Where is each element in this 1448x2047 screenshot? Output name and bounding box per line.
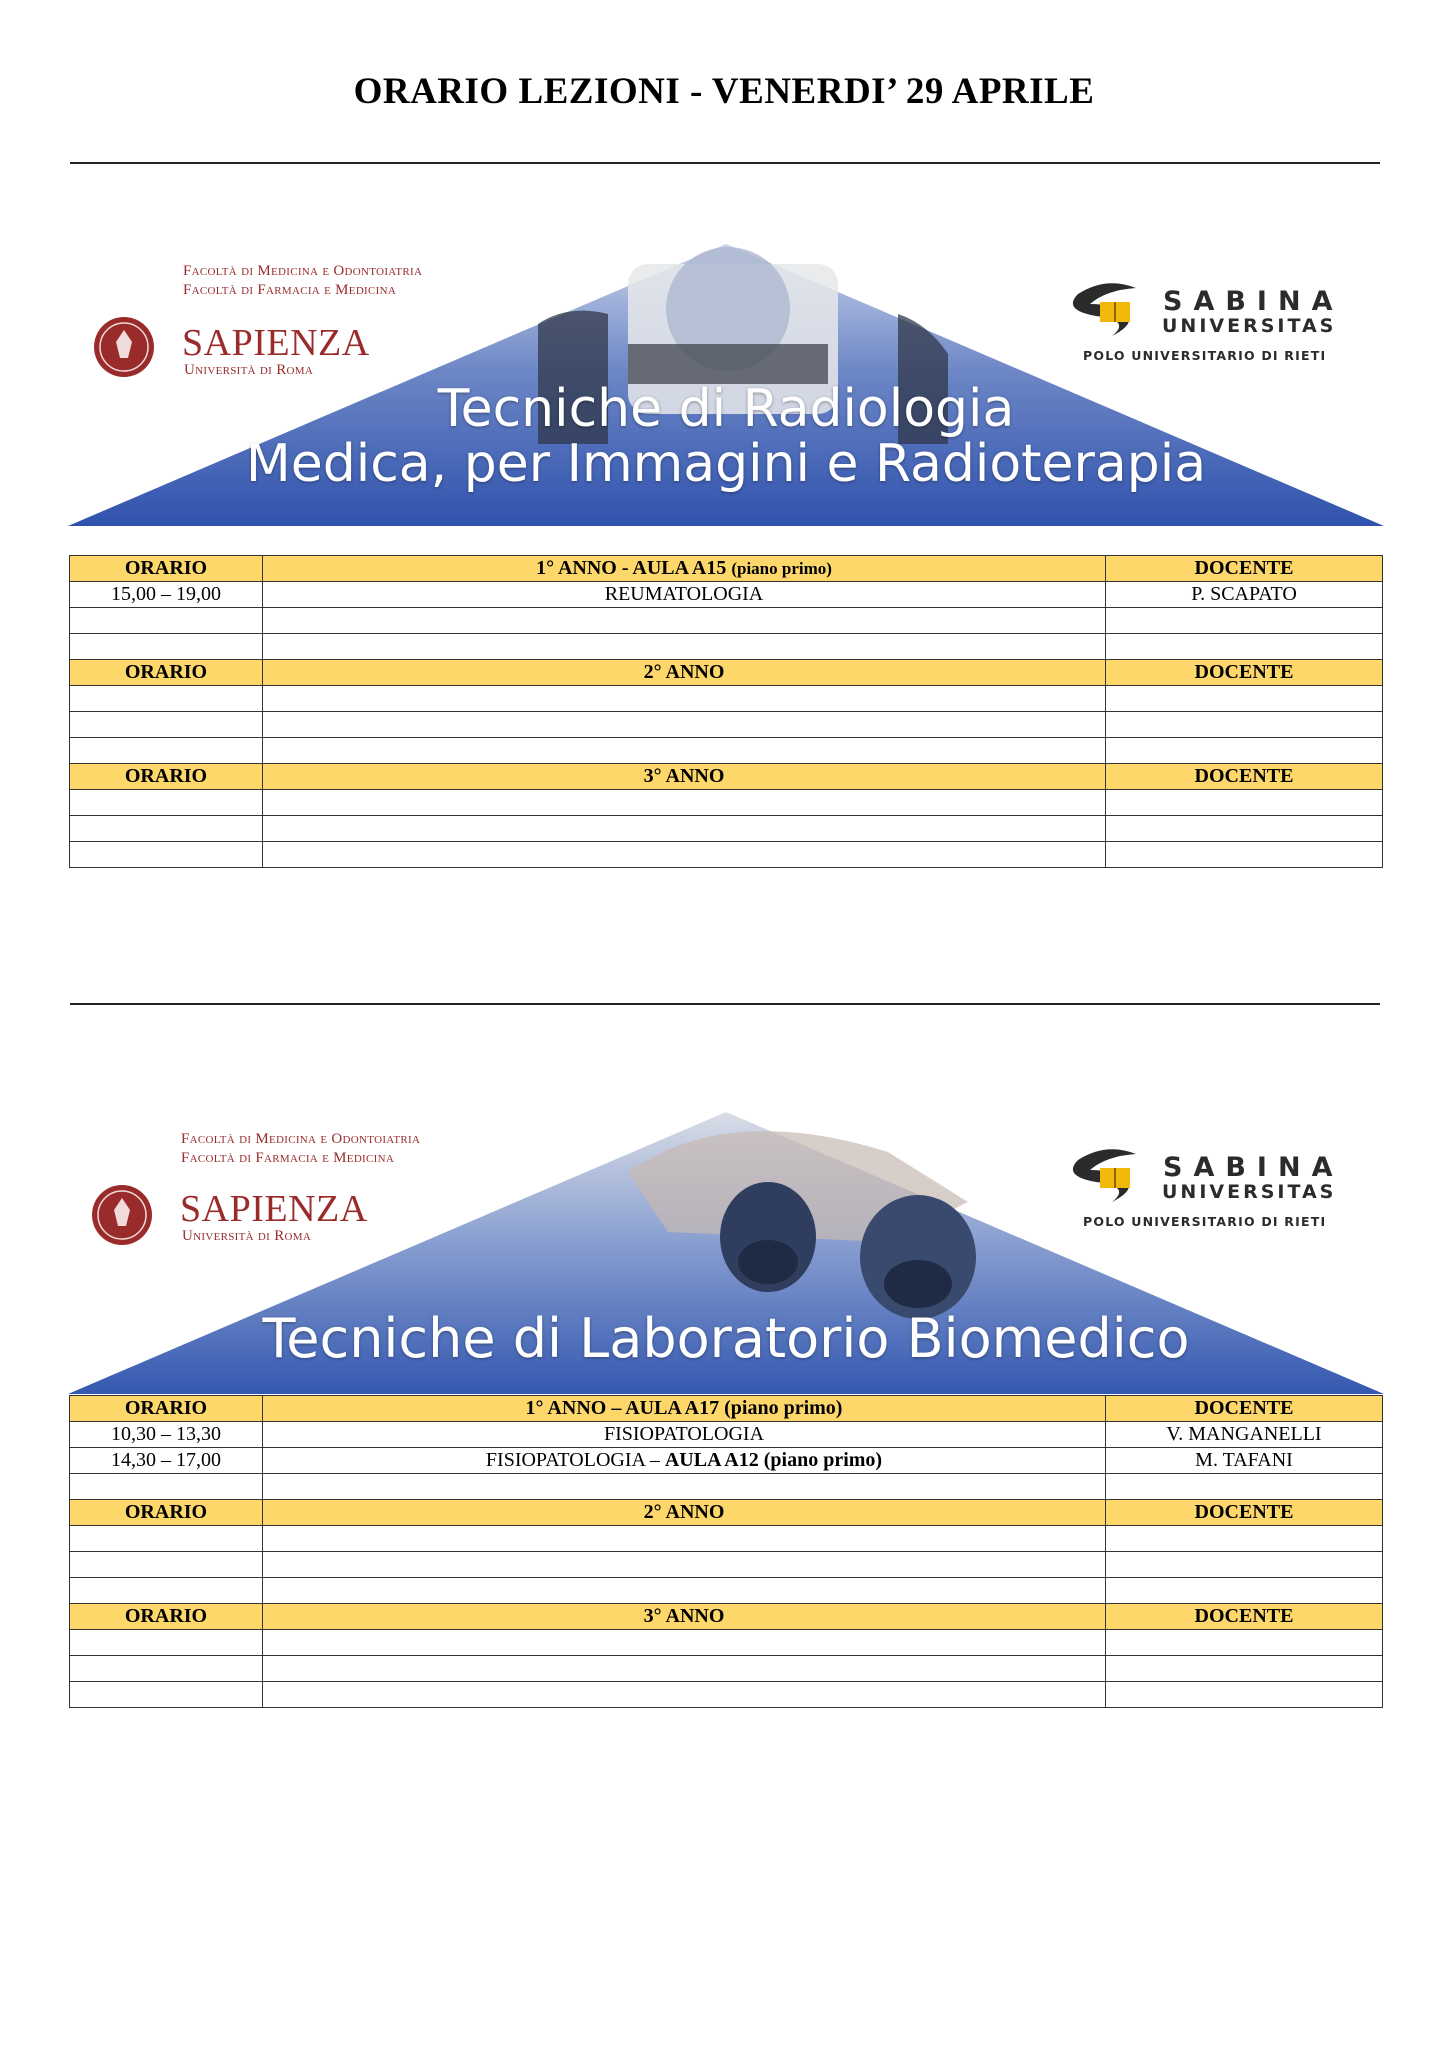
cell-docente xyxy=(1106,1682,1383,1708)
header-orario: ORARIO xyxy=(70,1396,263,1422)
schedule-table-radiologia xyxy=(69,555,1383,868)
table-row xyxy=(70,1422,1383,1448)
table-row xyxy=(70,1474,1383,1500)
cell-insegnamento xyxy=(263,1526,1106,1552)
banner-course-title-line1: Tecniche di Laboratorio Biomedico xyxy=(262,1307,1190,1370)
cell-docente: P. SCAPATO xyxy=(1106,582,1383,608)
cell-orario xyxy=(70,608,263,634)
cell-orario xyxy=(70,1656,263,1682)
cell-docente xyxy=(1106,1578,1383,1604)
sapienza-seal-icon xyxy=(90,1176,154,1254)
sabina-polo: POLO UNIVERSITARIO DI RIETI xyxy=(1083,1214,1327,1229)
cell-orario xyxy=(70,816,263,842)
table-row xyxy=(70,634,1383,660)
sapienza-name: SAPIENZA xyxy=(180,1188,368,1230)
page-title: ORARIO LEZIONI - VENERDI’ 29 APRILE xyxy=(353,71,1095,112)
cell-orario xyxy=(70,712,263,738)
cell-orario: 14,30 – 17,00 xyxy=(70,1448,263,1474)
header-anno: 1° ANNO - AULA A15 (piano primo) xyxy=(263,556,1106,582)
table-header-row xyxy=(70,1500,1383,1526)
cell-insegnamento xyxy=(263,712,1106,738)
cell-docente xyxy=(1106,634,1383,660)
cell-orario xyxy=(70,1526,263,1552)
cell-insegnamento xyxy=(263,816,1106,842)
cell-insegnamento xyxy=(263,1682,1106,1708)
cell-insegnamento xyxy=(263,790,1106,816)
table-row xyxy=(70,790,1383,816)
cell-docente xyxy=(1106,1630,1383,1656)
table-row xyxy=(70,1682,1383,1708)
cell-orario xyxy=(70,790,263,816)
table-row xyxy=(70,1630,1383,1656)
table-row xyxy=(70,738,1383,764)
header-orario: ORARIO xyxy=(70,660,263,686)
cell-docente: V. MANGANELLI xyxy=(1106,1422,1383,1448)
header-anno: 1° ANNO – AULA A17 (piano primo) xyxy=(263,1396,1106,1422)
cell-orario xyxy=(70,738,263,764)
banner-radiologia xyxy=(68,244,1384,526)
header-docente: DOCENTE xyxy=(1106,1500,1383,1526)
sapienza-subtitle: Università di Roma xyxy=(184,362,314,378)
sabina-book-icon xyxy=(1066,1146,1156,1206)
cell-orario xyxy=(70,634,263,660)
header-orario: ORARIO xyxy=(70,556,263,582)
table-row xyxy=(70,1526,1383,1552)
divider-top xyxy=(70,162,1380,164)
header-docente: DOCENTE xyxy=(1106,1604,1383,1630)
sapienza-seal-icon xyxy=(92,308,156,386)
header-anno: 3° ANNO xyxy=(263,764,1106,790)
cell-insegnamento xyxy=(263,1552,1106,1578)
table-header-row xyxy=(70,556,1383,582)
cell-docente xyxy=(1106,842,1383,868)
sabina-universitas: UNIVERSITAS xyxy=(1162,1181,1337,1203)
divider-middle xyxy=(70,1003,1380,1005)
sabina-polo: POLO UNIVERSITARIO DI RIETI xyxy=(1083,348,1327,363)
faculty-lines: Facoltà di Medicina e Odontoiatria Facoltà di Farmacia e Medicina xyxy=(183,263,423,298)
cell-orario xyxy=(70,1474,263,1500)
cell-insegnamento xyxy=(263,1656,1106,1682)
header-anno: 3° ANNO xyxy=(263,1604,1106,1630)
table-row xyxy=(70,1578,1383,1604)
cell-docente xyxy=(1106,712,1383,738)
table-header-row xyxy=(70,764,1383,790)
sabina-name: SABINA xyxy=(1163,286,1344,317)
cell-insegnamento xyxy=(263,842,1106,868)
table-row xyxy=(70,1552,1383,1578)
header-anno: 2° ANNO xyxy=(263,1500,1106,1526)
header-anno: 2° ANNO xyxy=(263,660,1106,686)
sabina-universitas: UNIVERSITAS xyxy=(1162,315,1337,337)
cell-orario xyxy=(70,1630,263,1656)
table-row xyxy=(70,582,1383,608)
banner-laboratorio xyxy=(68,1112,1384,1394)
table-row xyxy=(70,842,1383,868)
table-row xyxy=(70,1448,1383,1474)
table-row xyxy=(70,816,1383,842)
cell-docente xyxy=(1106,686,1383,712)
cell-orario xyxy=(70,1578,263,1604)
cell-insegnamento xyxy=(263,1630,1106,1656)
cell-insegnamento: FISIOPATOLOGIA – AULA A12 (piano primo) xyxy=(263,1448,1106,1474)
cell-insegnamento xyxy=(263,1474,1106,1500)
cell-docente xyxy=(1106,738,1383,764)
sapienza-name: SAPIENZA xyxy=(182,322,370,364)
table-row xyxy=(70,686,1383,712)
banner-course-title-line1: Tecniche di Radiologia xyxy=(437,379,1015,439)
table-row xyxy=(70,1656,1383,1682)
header-docente: DOCENTE xyxy=(1106,764,1383,790)
header-orario: ORARIO xyxy=(70,1500,263,1526)
cell-insegnamento: FISIOPATOLOGIA xyxy=(263,1422,1106,1448)
cell-docente xyxy=(1106,1474,1383,1500)
cell-insegnamento: REUMATOLOGIA xyxy=(263,582,1106,608)
cell-insegnamento xyxy=(263,1578,1106,1604)
cell-docente xyxy=(1106,816,1383,842)
cell-orario xyxy=(70,1552,263,1578)
header-orario: ORARIO xyxy=(70,1604,263,1630)
header-docente: DOCENTE xyxy=(1106,660,1383,686)
cell-docente: M. TAFANI xyxy=(1106,1448,1383,1474)
table-header-row xyxy=(70,1604,1383,1630)
cell-orario xyxy=(70,842,263,868)
cell-docente xyxy=(1106,790,1383,816)
table-header-row xyxy=(70,660,1383,686)
cell-docente xyxy=(1106,1552,1383,1578)
table-row xyxy=(70,608,1383,634)
banner-course-title-line2: Medica, per Immagini e Radioterapia xyxy=(245,434,1207,494)
table-header-row xyxy=(70,1396,1383,1422)
schedule-table-laboratorio xyxy=(69,1395,1383,1708)
cell-orario: 10,30 – 13,30 xyxy=(70,1422,263,1448)
cell-insegnamento xyxy=(263,738,1106,764)
cell-docente xyxy=(1106,1526,1383,1552)
cell-insegnamento xyxy=(263,686,1106,712)
cell-insegnamento xyxy=(263,608,1106,634)
sabina-name: SABINA xyxy=(1163,1152,1344,1183)
cell-orario: 15,00 – 19,00 xyxy=(70,582,263,608)
header-orario: ORARIO xyxy=(70,764,263,790)
cell-docente xyxy=(1106,608,1383,634)
cell-docente xyxy=(1106,1656,1383,1682)
header-docente: DOCENTE xyxy=(1106,1396,1383,1422)
cell-orario xyxy=(70,1682,263,1708)
sabina-book-icon xyxy=(1066,280,1156,340)
header-docente: DOCENTE xyxy=(1106,556,1383,582)
cell-insegnamento xyxy=(263,634,1106,660)
cell-orario xyxy=(70,686,263,712)
table-row xyxy=(70,712,1383,738)
faculty-lines: Facoltà di Medicina e Odontoiatria Facoltà di Farmacia e Medicina xyxy=(181,1131,421,1166)
sapienza-subtitle: Università di Roma xyxy=(182,1228,312,1244)
